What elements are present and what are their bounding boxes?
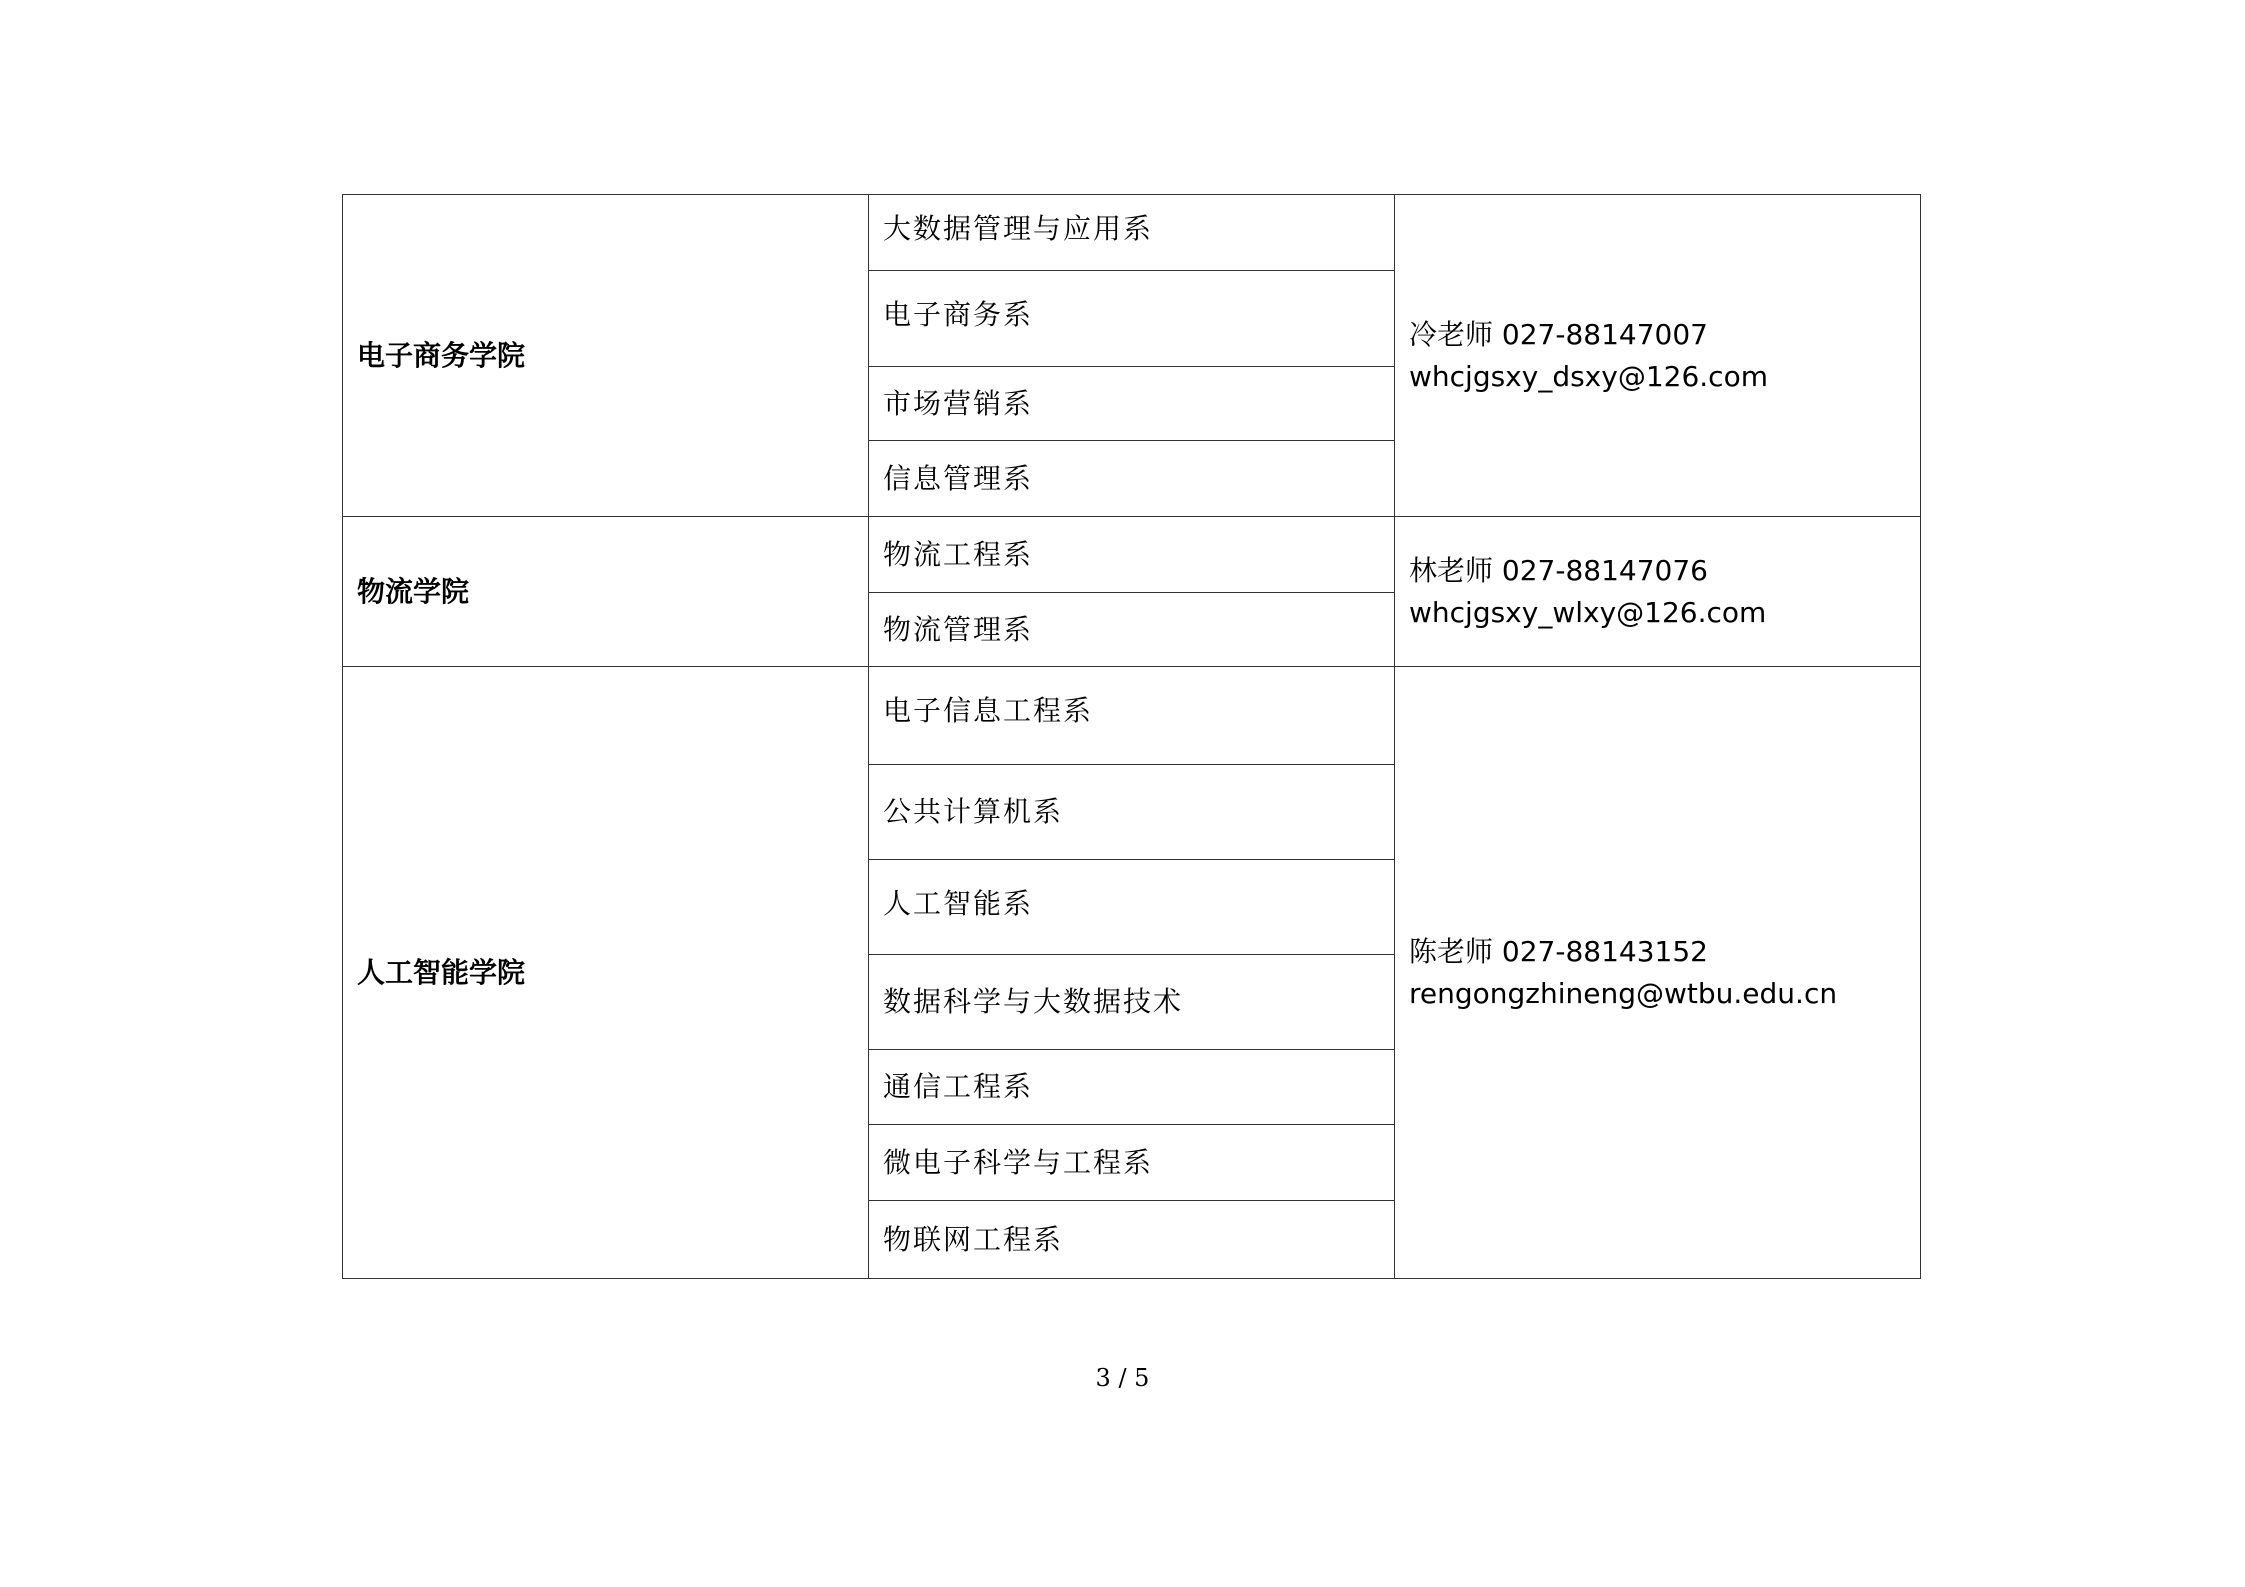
department-cell: 通信工程系 — [869, 1050, 1395, 1125]
college-name: 人工智能学院 — [343, 667, 869, 1279]
contact-cell — [1395, 517, 1921, 667]
table-row — [343, 667, 1921, 765]
table-row — [343, 517, 1921, 593]
contact-person: 陈老师 027-88143152 — [1409, 934, 1708, 968]
contact-cell — [1395, 195, 1921, 517]
college-contact-table — [342, 194, 1921, 1279]
contact-email: rengongzhineng@wtbu.edu.cn — [1409, 976, 1838, 1010]
college-name: 电子商务学院 — [343, 195, 869, 517]
contact-email: whcjgsxy_dsxy@126.com — [1409, 359, 1768, 393]
department-cell: 公共计算机系 — [869, 765, 1395, 860]
department-cell: 信息管理系 — [869, 441, 1395, 517]
department-cell: 人工智能系 — [869, 860, 1395, 955]
department-cell: 数据科学与大数据技术 — [869, 955, 1395, 1050]
contact-person: 冷老师 027-88147007 — [1409, 317, 1708, 351]
page-number: 3 / 5 — [1095, 1364, 1150, 1392]
contact-email: whcjgsxy_wlxy@126.com — [1409, 595, 1767, 629]
department-cell: 物流管理系 — [869, 593, 1395, 667]
college-name: 物流学院 — [343, 517, 869, 667]
department-cell: 物联网工程系 — [869, 1201, 1395, 1279]
department-cell: 电子商务系 — [869, 271, 1395, 367]
department-cell: 微电子科学与工程系 — [869, 1125, 1395, 1201]
department-cell: 市场营销系 — [869, 367, 1395, 441]
department-cell: 电子信息工程系 — [869, 667, 1395, 765]
contact-person: 林老师 027-88147076 — [1409, 553, 1708, 587]
table-row — [343, 195, 1921, 271]
contact-cell — [1395, 667, 1921, 1279]
department-cell: 大数据管理与应用系 — [869, 195, 1395, 271]
department-cell: 物流工程系 — [869, 517, 1395, 593]
